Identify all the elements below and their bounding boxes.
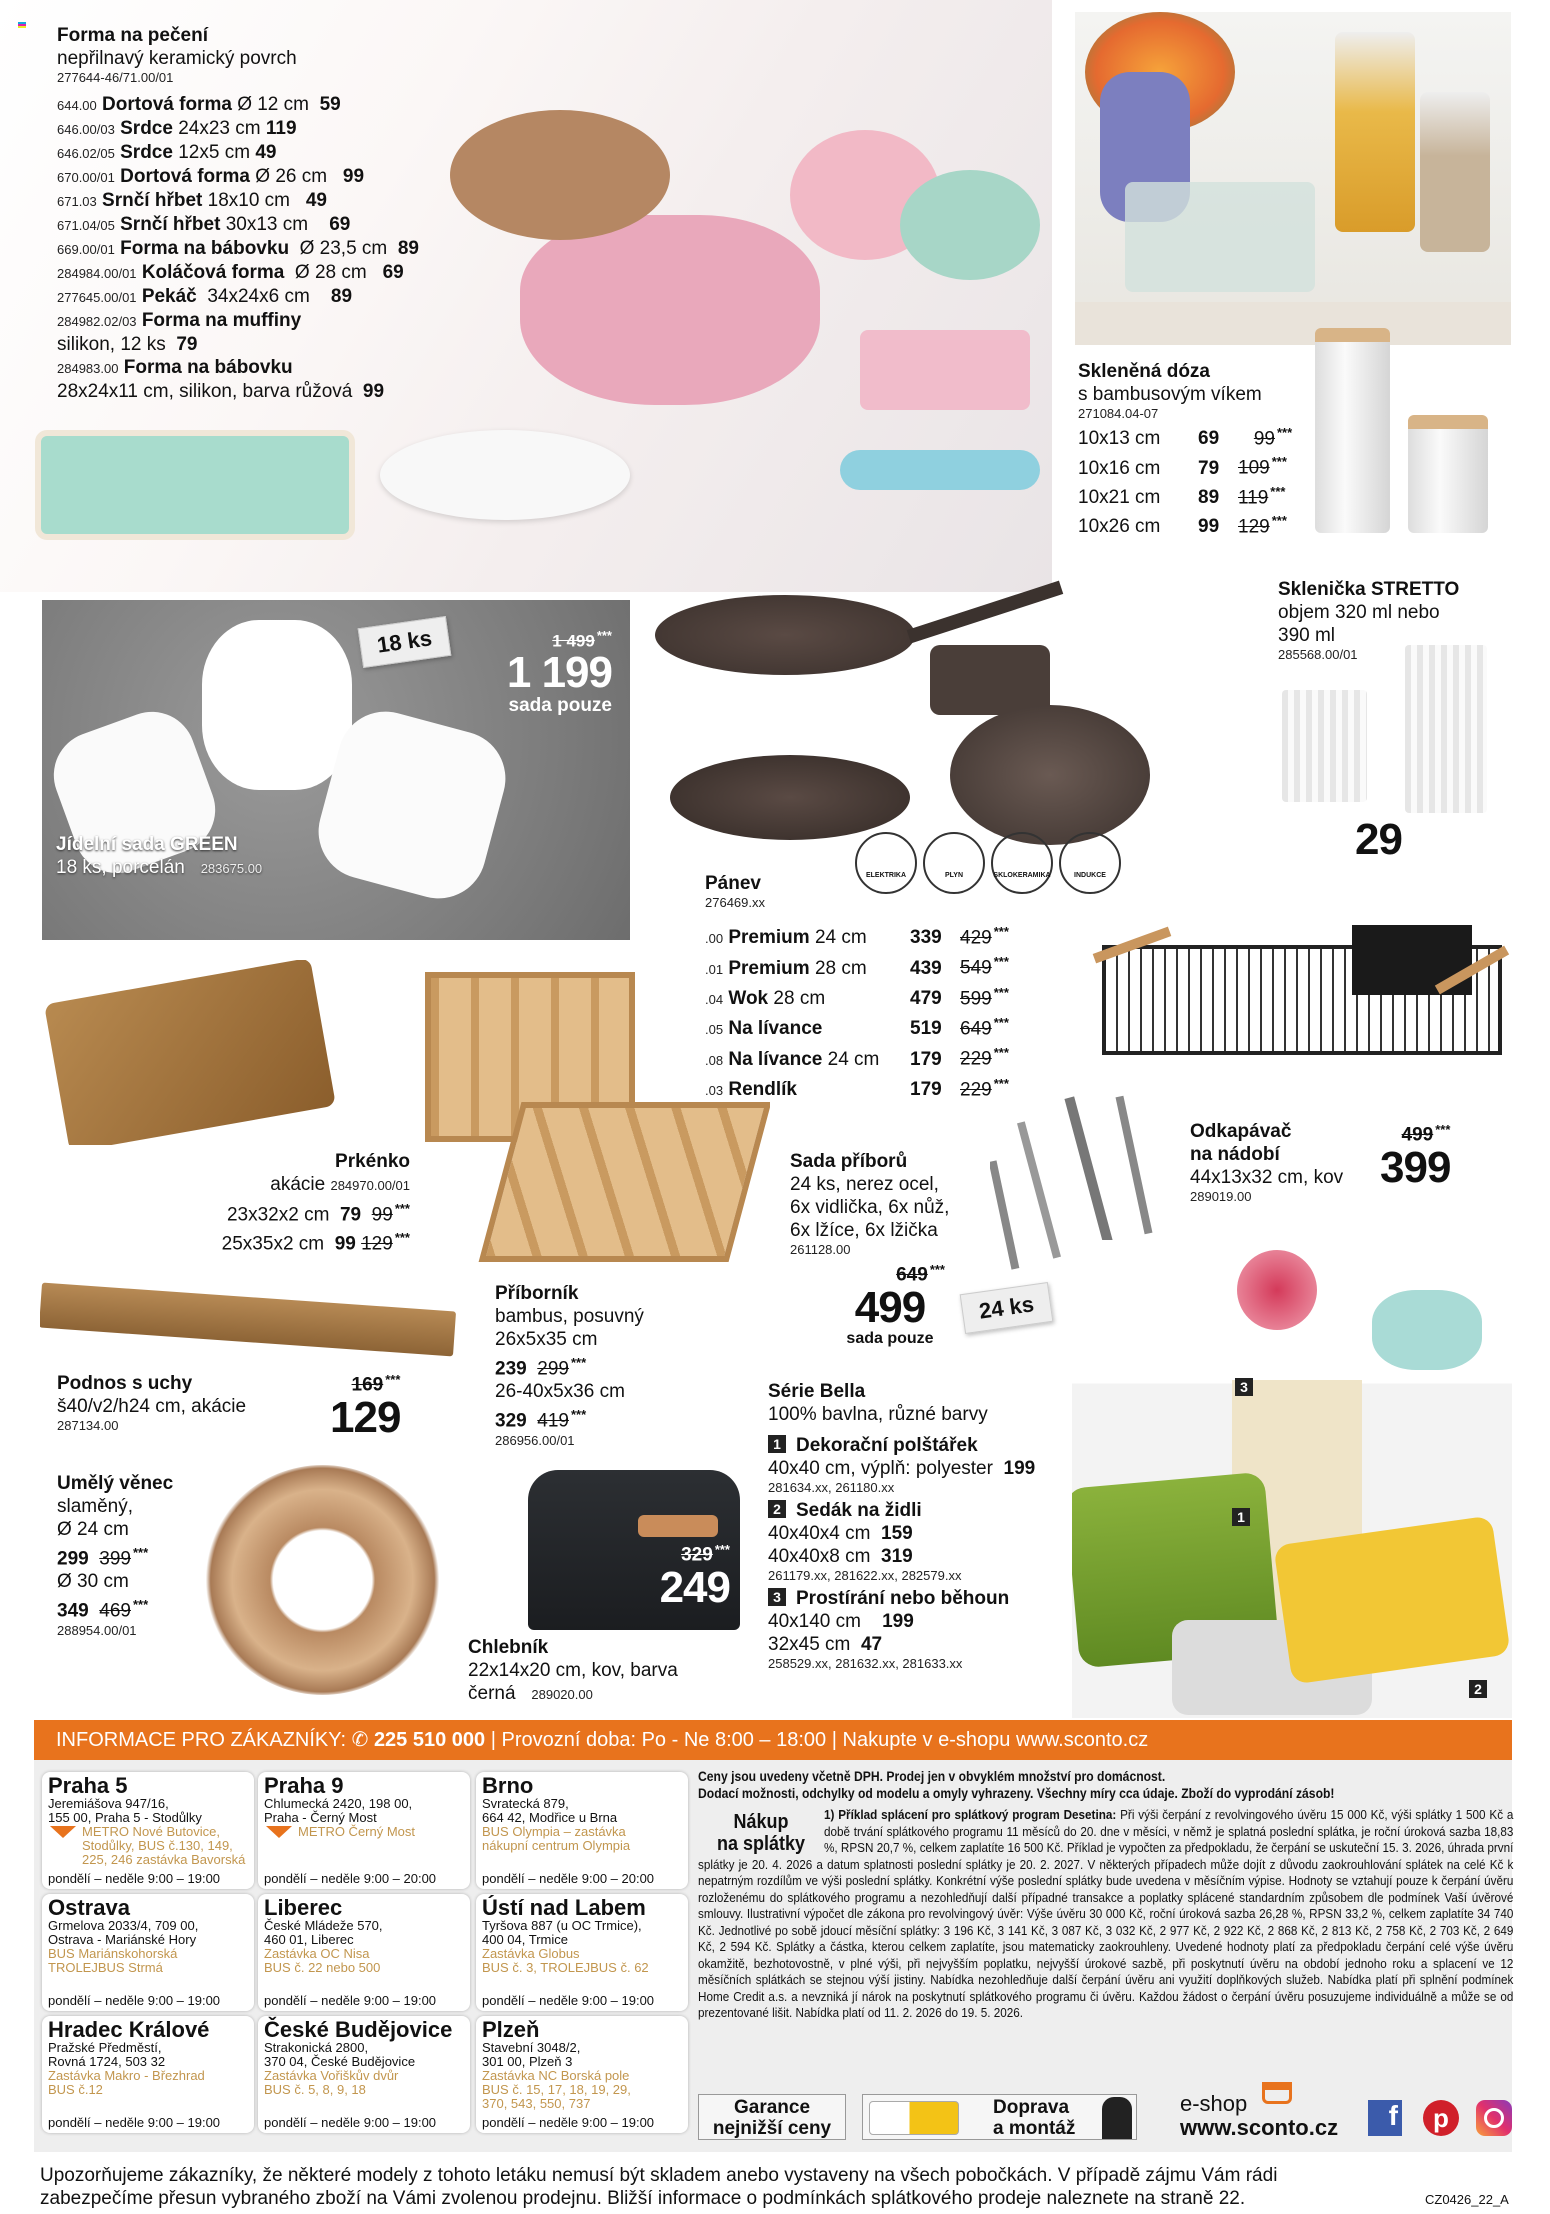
store-transit: BUS č. 3, TROLEJBUS č. 62 [482, 1960, 649, 1975]
product-title: Chlebník [468, 1637, 549, 1658]
product-code: 289019.00 [1190, 1189, 1252, 1204]
cutlery-block [790, 1150, 949, 1257]
store-transit: METRO Černý Most [298, 1824, 416, 1839]
store-transit: METRO Nové Butovice, [82, 1824, 220, 1839]
delivery-assembly-button[interactable]: Doprava a montáž [862, 2094, 1137, 2140]
store-card [258, 2016, 470, 2133]
product-title: na nádobí [1190, 1144, 1280, 1165]
product-detail: akácie [270, 1174, 326, 1195]
dinner-set-photo: 18 ks 1 499 *** 1 199 sada pouze Jídelní sada GREEN 18 ks, porcelán 283675.00 [42, 600, 630, 940]
store-transit: Zastávka Vořiškův dvůr [264, 2068, 399, 2083]
product-code: 261179.xx, 281622.xx, 282579.xx [768, 1568, 962, 1583]
store-name: Praha 9 [264, 1773, 344, 1798]
product-code: 277644-46/71.00/01 [57, 70, 174, 85]
store-address: Stavební 3048/2, [482, 2040, 581, 2055]
price-row: .08 Na lívance 24 cm 179 229 *** [705, 1045, 1009, 1070]
store-hours: pondělí – neděle 9:00 – 20:00 [482, 1871, 655, 1886]
product-title: Forma na pečení [57, 25, 208, 46]
price-row: 284984.00/01 Koláčová forma Ø 28 cm 69 [57, 262, 404, 283]
product-title: Prkénko [335, 1151, 410, 1172]
store-address: České Mládeže 570, [264, 1918, 383, 1933]
store-hours: pondělí – neděle 9:00 – 19:00 [264, 2115, 437, 2130]
product-detail: černá [468, 1683, 516, 1704]
product-title: Pánev [705, 873, 761, 894]
store-hours: pondělí – neděle 9:00 – 19:00 [264, 1993, 437, 2008]
store-address: Grmelova 2033/4, 709 00, [48, 1918, 199, 1933]
legal-info [698, 1768, 1513, 2022]
old-price: 169 [351, 1374, 384, 1396]
price-row: 40x140 cm 199 [768, 1611, 914, 1632]
product-detail: š40/v2/h24 cm, akácie [57, 1396, 247, 1417]
product-subtitle: s bambusovým víkem [1078, 384, 1262, 405]
old-price: 499 [1401, 1124, 1434, 1146]
store-transit: nákupní centrum Olympia [482, 1838, 631, 1853]
price-row: 10x21 cm 89 119 *** [1078, 483, 1286, 508]
induction-cooktop-icon: INDUKCE [1059, 832, 1121, 894]
store-address: Rovná 1724, 503 32 [48, 2054, 166, 2069]
installment-example-text: Při výši čerpání z revolvingového úvěru 15 000 Kč, výši splátky 1 500 Kč a době trvání splátkového programu 11 měsíců do 20. dne v měsíci, v němž je splatná poslední splátka, je roční úroková sazba 18,83 %, RPSN 20,7 %, celkem zaplatíte 16 500 Kč. Příklad je vypočten za předpokladu, že čerpání se uskuteční 15. 3. 2026, úhrada první splátky je 20. 4. 2026 a datum splatnosti poslední splátky je 20. 2. 2027. V některých případech může dojít z důvodu zaokrouhlování splátek na celé Kč k nepatrným rozdílům ve výši poslední splátky. Konkrétní výše poslední splátky bude uvedena v měsíčním výpise. Hodnoty se vztahují pouze k čerpání úvěru rozloženému do splátkového programu a nezohledňují další případné transakce a poplatky splácené standardním způsobem dle podmínek Vaší úvěrové smlouvy. Ilustrativní výpočet dle zákona pro revolvingový úvěr: Výše úvěru 30 000 Kč, roční úroková sazba 26,28 %, RPSN 33,2 %, celkem zaplatíte 34 740 Kč. Jednotlivé po sobě jdoucí měsíční splátky: 3 196 Kč, 3 141 Kč, 3 087 Kč, 3 032 Kč, 2 977 Kč, 2 922 Kč, 2 868 Kč, 2 813 Kč, 2 758 Kč, 2 703 Kč, 2 649 Kč, 2 594 Kč. Splátky a částka, kterou celkem zaplatíte, jsou matematicky zaokrouhleny. Uvedené hodnoty platí za předpokladu čerpání celé výše úvěru okamžitě, bezhotovostně, v plné výši, při nejvyšším poplatku, nejvyšší úrokové sazbě, při poskytnutí úvěru na období jednoho roku a splacení ve 12 měsíčních splátkách se stejnou výší jistiny. Nabídka nezohledňuje další čerpání úvěru ani využití doplňkových služeb. Nabídka platí při splnění podmínek Home Credit a.s. a nevzniká jí nárok na poskytnutí splátkového programu či úvěru. Každou žádost o čerpání úvěru posuzujeme individuálně a může se od prezentované lišit. Nabídka platí od 11. 2. 2026 do 19. 5. 2026. [698, 1807, 1514, 2020]
price-row: .05 Na lívance 519 649 *** [705, 1014, 1009, 1040]
store-address: 460 01, Liberec [264, 1932, 354, 1947]
store-hours: pondělí – neděle 9:00 – 20:00 [264, 1871, 437, 1886]
product-code: 281634.xx, 261180.xx [768, 1480, 895, 1495]
store-address: 155 00, Praha 5 - Stodůlky [48, 1810, 202, 1825]
photo-label: 3 [1235, 1378, 1253, 1396]
metro-icon [266, 1826, 292, 1838]
store-hours: pondělí – neděle 9:00 – 19:00 [48, 1871, 221, 1886]
sale-price: 399 [1380, 1143, 1451, 1193]
shopping-cart-icon [1262, 2082, 1292, 2104]
price-row: 646.00/03 Srdce 24x23 cm 119 [57, 118, 297, 139]
storage-jars-photo [1075, 12, 1511, 345]
price-row: 239 299 *** [495, 1355, 587, 1380]
product-title: Prostírání nebo běhoun [796, 1588, 1010, 1609]
price-row: 40x40 cm, výplň: polyester 199 [768, 1458, 1036, 1479]
store-transit: TROLEJBUS Strmá [48, 1960, 163, 1975]
store-name: Brno [482, 1773, 534, 1798]
price-row: 671.03 Srnčí hřbet 18x10 cm 49 [57, 190, 327, 211]
ceramic-cooktop-icon: SKLOKERAMIKA [991, 832, 1053, 894]
sale-price: 249 [659, 1563, 730, 1613]
instagram-icon[interactable] [1476, 2100, 1512, 2136]
price-row: 669.00/01 Forma na bábovku Ø 23,5 cm 89 [57, 238, 419, 259]
store-address: Pražské Předměstí, [48, 2040, 162, 2055]
store-hours: pondělí – neděle 9:00 – 19:00 [48, 2115, 221, 2130]
product-detail: bambus, posuvný [495, 1306, 644, 1327]
price-row: 671.04/05 Srnčí hřbet 30x13 cm 69 [57, 214, 351, 235]
price-row: 40x40x4 cm 159 [768, 1523, 913, 1544]
page-code: CZ0426_22_A [1425, 2192, 1509, 2207]
price-row: 299 399 *** [57, 1545, 149, 1570]
product-detail: 22x14x20 cm, kov, barva [468, 1660, 678, 1681]
store-name: Ostrava [48, 1895, 130, 1920]
textiles-photo [1072, 1240, 1512, 1718]
installments-title: Nákup [733, 1811, 789, 1833]
sale-price: 499 [854, 1283, 926, 1333]
organizer-block [495, 1282, 644, 1448]
price-row: 40x40x8 cm 319 [768, 1546, 913, 1567]
price-row: 25x35x2 cm 99 129 *** [221, 1230, 410, 1255]
store-address: Jeremiášova 947/16, [48, 1796, 169, 1811]
store-transit: Stodůlky, BUS č.130, 149, [82, 1838, 233, 1853]
store-name: České Budějovice [264, 2017, 453, 2042]
product-code: 258529.xx, 281632.xx, 281633.xx [768, 1656, 963, 1671]
phone-number[interactable]: 225 510 000 [373, 1729, 486, 1751]
product-size: Ø 30 cm [57, 1571, 129, 1593]
store-address: 664 42, Modřice u Brna [482, 1810, 618, 1825]
price-row: 644.00 Dortová forma Ø 12 cm 59 [57, 94, 341, 115]
price-row: 329 419 *** [495, 1407, 587, 1432]
product-detail: objem 320 ml nebo [1278, 602, 1440, 623]
product-title: Odkapávač [1190, 1121, 1292, 1142]
price-row: .00 Premium 24 cm 339 429 *** [705, 924, 1009, 949]
store-transit: Zastávka NC Borská pole [482, 2068, 630, 2083]
store-name: Ústí nad Labem [482, 1895, 646, 1920]
product-title: Série Bella [768, 1381, 866, 1402]
info-label: INFORMACE PRO ZÁKAZNÍKY: [56, 1729, 347, 1751]
cutting-board-photo [45, 960, 335, 1145]
price-row: .03 Rendlík 179 229 *** [705, 1075, 1009, 1100]
phone-icon: ✆ [351, 1729, 369, 1751]
store-address: Svratecká 879, [482, 1796, 569, 1811]
store-address: 301 00, Plzeň 3 [482, 2054, 573, 2069]
price-row: 277645.00/01 Pekáč 34x24x6 cm 89 [57, 286, 353, 307]
store-address: 370 04, České Budějovice [264, 2054, 416, 2069]
price-row: 284983.00 Forma na bábovku [57, 357, 293, 378]
price-row: .01 Premium 28 cm 439 549 *** [705, 954, 1009, 979]
product-title: Podnos s uchy [57, 1373, 193, 1394]
store-hours: pondělí – neděle 9:00 – 19:00 [48, 1993, 221, 2008]
product-title: Sada příborů [790, 1151, 908, 1172]
gas-cooktop-icon: PLYN [923, 832, 985, 894]
price-row: 23x32x2 cm 79 99 *** [226, 1201, 410, 1226]
store-card [258, 1894, 470, 2011]
store-transit: BUS Mariánskohorská [48, 1946, 178, 1961]
store-transit: 370, 543, 550, 737 [482, 2096, 591, 2111]
price-row: 349 469 *** [57, 1597, 149, 1622]
old-price: 1 499 [552, 631, 595, 651]
product-code: 283675.00 [200, 861, 263, 876]
bella-block: Série Bella 100% bavlna, různé barvy 1 Dekorační polštářek 40x40 cm, výplň: polyester 199 281634.xx, 261180.xx 2 Sedák na židli 40x40x4 cm 159 40x40x8 cm 319 261179.xx, 281622.xx, 282579.xx 3 Prostírání nebo běhoun 40x140 cm 199 32x45 cm 47 258529.xx, 281632.xx, 281633.xx [768, 1381, 1036, 1671]
baking-forms-block [57, 24, 419, 403]
store-transit: Zastávka Globus [482, 1946, 580, 1961]
product-code: 261128.00 [790, 1242, 851, 1257]
product-size: 26x5x35 cm [495, 1329, 598, 1350]
store-card [42, 1772, 254, 1889]
pieces-tag: 24 ks [960, 1282, 1054, 1334]
glass-jar-block [1078, 360, 1292, 538]
installment-example-head: 1) Příklad splácení pro splátkový program Desetina: [824, 1807, 1117, 1822]
product-detail: 44x13x32 cm, kov [1190, 1167, 1344, 1188]
sale-price: 1 199 [506, 648, 612, 698]
product-code: 287134.00 [57, 1418, 119, 1433]
product-detail: 390 ml [1278, 625, 1336, 646]
store-address: 400 04, Trmice [482, 1932, 568, 1947]
store-transit: 225, 246 zastávka Bavorská [82, 1852, 246, 1867]
tray-block [57, 1372, 246, 1433]
store-hours: pondělí – neděle 9:00 – 19:00 [482, 1993, 655, 2008]
store-card [42, 2016, 254, 2133]
pans-photo [650, 565, 1230, 865]
eshop-link[interactable]: Nakupte v e-shopu www.sconto.cz [842, 1729, 1149, 1751]
price-row: 32x45 cm 47 [768, 1634, 883, 1655]
product-detail: 100% bavlna, různé barvy [768, 1404, 988, 1425]
old-price: 649 [896, 1264, 928, 1286]
cutting-board-block [170, 1150, 410, 1256]
price-row: 10x16 cm 79 109 *** [1078, 454, 1287, 479]
store-card [476, 1772, 688, 1889]
serving-tray-photo [40, 1262, 460, 1362]
product-detail: 18 ks, porcelán [56, 857, 185, 878]
store-transit: Zastávka Makro - Březhrad [48, 2068, 205, 2083]
price-row: 10x13 cm 69 99 *** [1078, 425, 1293, 450]
product-title: Dekorační polštářek [796, 1435, 978, 1456]
product-title: Příborník [495, 1283, 579, 1304]
print-color-mark [18, 22, 26, 28]
store-transit: BUS č. 22 nebo 500 [264, 1960, 381, 1975]
store-name: Plzeň [482, 2017, 540, 2042]
sale-price: 29 [1355, 815, 1402, 864]
cutlery-organizer-photo [420, 972, 770, 1272]
glass-jar-image [1315, 328, 1390, 533]
product-size: 26-40x5x36 cm [495, 1381, 625, 1403]
store-hours: pondělí – neděle 9:00 – 19:00 [482, 2115, 655, 2130]
product-title: Jídelní sada GREEN [56, 834, 238, 855]
customer-info-bar: INFORMACE PRO ZÁKAZNÍKY: ✆ 225 510 000 | Provozní doba: Po - Ne 8:00 – 18:00 | Nakupte v e-shopu www.sconto.cz [34, 1720, 1512, 1760]
delivery-person-image [1102, 2097, 1132, 2139]
product-code: 286956.00/01 [495, 1432, 575, 1448]
dish-rack-photo [1092, 905, 1512, 1090]
product-detail: 6x lžíce, 6x lžička [790, 1220, 938, 1241]
installments-title: na splátky [716, 1833, 806, 1855]
price-unit: sada pouze [508, 695, 612, 717]
metro-icon [50, 1826, 76, 1838]
product-detail: 24 ks, nerez ocel, [790, 1174, 939, 1195]
store-address: Praha - Černý Most [264, 1810, 377, 1825]
legal-line: Dodací možnosti, odchylky od modelu a omyly vyhrazeny. Všechny míry cca údaje. Zboží do vyprodání zásob! [698, 1786, 1335, 1801]
product-subtitle: nepřilnavý keramický povrch [57, 48, 297, 69]
product-code: 288954.00/01 [57, 1622, 137, 1638]
store-address: Tyršova 887 (u OC Trmice), [482, 1918, 642, 1933]
price-row: 10x26 cm 99 129 *** [1078, 512, 1287, 538]
opening-hours: Provozní doba: Po - Ne 8:00 – 18:00 [501, 1729, 827, 1751]
wreath-block [57, 1472, 173, 1638]
store-card [258, 1772, 470, 1889]
store-card [476, 2016, 688, 2133]
lowest-price-guarantee-button[interactable]: Garance nejnižší ceny [698, 2094, 846, 2140]
pieces-tag: 18 ks [358, 616, 452, 668]
store-card [42, 1894, 254, 2011]
product-code: 284970.00/01 [330, 1178, 410, 1193]
bread-box-photo: 329 *** 249 [528, 1470, 740, 1630]
store-name: Liberec [264, 1895, 343, 1920]
photo-label: 1 [1232, 1508, 1250, 1526]
price-row: silikon, 12 ks 79 [57, 334, 198, 355]
price-row: 670.00/01 Dortová forma Ø 26 cm 99 [57, 166, 365, 187]
facebook-icon[interactable]: f [1368, 2100, 1402, 2136]
glass-image [1405, 645, 1487, 813]
store-transit: BUS č.12 [48, 2082, 103, 2097]
price-unit: sada pouze [846, 1330, 934, 1348]
price-row: 646.02/05 Srdce 12x5 cm 49 [57, 142, 277, 163]
product-detail: 6x vidlička, 6x nůž, [790, 1197, 950, 1218]
product-code: 285568.00/01 [1278, 647, 1358, 662]
product-title: Sklenička STRETTO [1278, 579, 1460, 600]
price-row: .04 Wok 28 cm 479 599 *** [705, 984, 1009, 1009]
old-price: 329 [681, 1544, 713, 1566]
product-detail: slaměný, [57, 1496, 134, 1517]
delivery-van-icon [869, 2101, 959, 2135]
price-row: 284982.02/03 Forma na muffiny [57, 310, 302, 331]
store-name: Praha 5 [48, 1773, 128, 1798]
store-card [476, 1894, 688, 2011]
eshop-link[interactable]: e-shop www.sconto.cz [1180, 2091, 1339, 2140]
photo-label: 2 [1469, 1680, 1487, 1698]
glass-image [1282, 690, 1367, 802]
store-transit: BUS č. 15, 17, 18, 19, 29, [482, 2082, 631, 2097]
store-address: Strakonická 2800, [264, 2040, 369, 2055]
footer-disclaimer: Upozorňujeme zákazníky, že některé modely z tohoto letáku nemusí být skladem anebo vystaveny na všech pobočkách. V případě zájmu Vám rádi zabezpečíme přesun vybraného zboží na Vámi zvolenou prodejnu. Bližší informace o podmínkách splátkového prodeje naleznete na straně 22. [40, 2165, 1278, 2209]
store-address: Ostrava - Mariánské Hory [48, 1932, 197, 1947]
store-name: Hradec Králové [48, 2017, 210, 2042]
glass-jar-image [1408, 415, 1488, 533]
legal-line: Ceny jsou uvedeny včetně DPH. Prodej jen v obvyklém množství pro domácnost. [698, 1769, 1166, 1784]
sale-price: 129 [330, 1393, 401, 1443]
product-title: Sedák na židli [796, 1500, 922, 1521]
product-size: Ø 24 cm [57, 1519, 129, 1540]
bread-box-block [468, 1636, 678, 1706]
price-row: 28x24x11 cm, silikon, barva růžová 99 [57, 381, 385, 402]
store-address: Chlumecká 2420, 198 00, [264, 1796, 413, 1811]
store-transit: BUS Olympia – zastávka [482, 1824, 626, 1839]
store-transit: BUS č. 5, 8, 9, 18 [264, 2082, 366, 2097]
electric-cooktop-icon: ELEKTRIKA [855, 832, 917, 894]
wreath-image [205, 1465, 440, 1695]
store-transit: Zastávka OC Nisa [264, 1946, 370, 1961]
product-title: Umělý věnec [57, 1473, 174, 1494]
product-title: Skleněná dóza [1078, 361, 1210, 382]
product-code: 276469.xx [705, 895, 765, 910]
product-code: 271084.04-07 [1078, 406, 1159, 421]
product-code: 289020.00 [531, 1687, 593, 1702]
dish-rack-block [1190, 1120, 1343, 1204]
pinterest-icon[interactable]: p [1423, 2100, 1459, 2136]
